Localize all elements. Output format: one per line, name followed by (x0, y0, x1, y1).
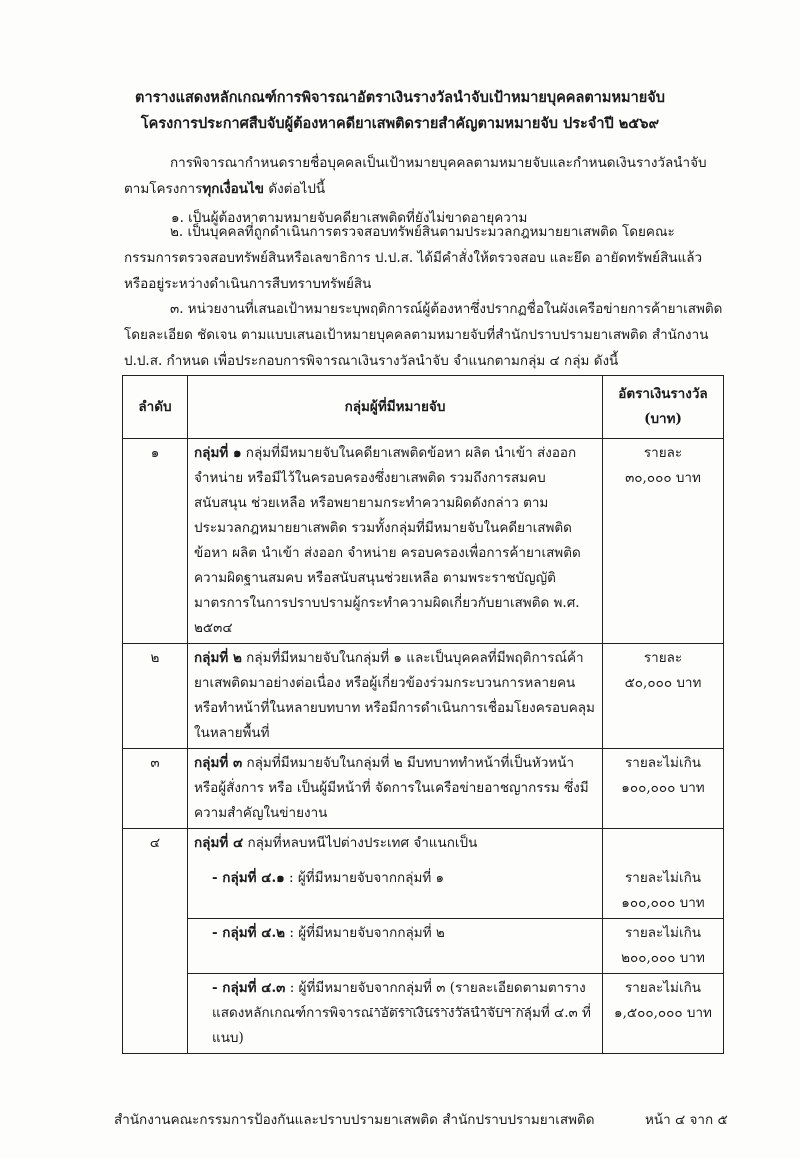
table-header-row (123, 376, 724, 439)
table-row (123, 974, 724, 1054)
subgroup-label: - กลุ่มที่ ๔.๒ (212, 925, 286, 941)
subgroup-desc: : ผู้ที่มีหมายจับจากกลุ่มที่ ๒ (285, 925, 445, 941)
row-description (188, 439, 603, 644)
header-rate: อัตราเงินรางวัล (บาท) (603, 376, 724, 439)
subgroup-label: - กลุ่มที่ ๔.๑ (212, 870, 285, 886)
rate-line2: ๑๐๐,๐๐๐ บาท (621, 895, 705, 911)
row-number: ๔ (123, 829, 188, 1054)
condition-2: ๒. เป็นบุคคลที่ถูกดำเนินการตรวจสอบทรัพย์สินตามประมวลกฎหมายยาเสพติด โดยคณะกรรมการตรวจสอบทรัพย์สินหรือเลขาธิการ ป.ป.ส. ได้มีคำสั่งให้ตรวจสอบ และยึด อายัดทรัพย์สินแล้ว หรืออยู่ระหว่างดำเนินการสืบทราบทรัพย์สิน (124, 224, 703, 292)
subgroup-desc: : ผู้ที่มีหมายจับจากกลุ่มที่ ๓ (รายละเอียดตามตารางแสดงหลักเกณฑ์การพิจารณาอัตราเงินรางวัลนำจับฯ กลุ่มที่ ๔.๓ ที่แนบ) (212, 980, 591, 1046)
row-description (188, 829, 603, 919)
document-title-line2: โครงการประกาศสืบจับผู้ต้องหาคดียาเสพติดรายสำคัญตามหมายจับ ประจำปี ๒๕๖๙ (140, 115, 660, 132)
intro-bold: ทุกเงื่อนไข (202, 181, 265, 197)
rate-line1: รายละไม่เกิน (625, 870, 701, 886)
table-row (123, 644, 724, 749)
intro-paragraph (124, 150, 724, 202)
rate-line2: ๑,๕๐๐,๐๐๐ บาท (614, 1005, 712, 1021)
rate-line2: ๒๐๐,๐๐๐ บาท (621, 950, 705, 966)
group-label: กลุ่มที่ ๓ (194, 755, 243, 771)
row-number: ๑ (123, 439, 188, 644)
row-rate (603, 974, 724, 1054)
table-row (123, 829, 724, 919)
row-rate (603, 644, 724, 749)
row-description (188, 749, 603, 829)
row-description (188, 919, 603, 974)
subgroup-4-2 (194, 921, 596, 946)
subgroup-4-3 (194, 976, 596, 1051)
intro-text: การพิจารณากำหนดรายชื่อบุคคลเป็นเป้าหมายบุคคลตามหมายจับและกำหนดเงินรางวัลนำจับตามโครงการ (124, 155, 707, 197)
rate-line1: รายละ (643, 650, 683, 666)
row-description (188, 974, 603, 1054)
rate-line1: รายละไม่เกิน (625, 925, 701, 941)
rate-line1: รายละ (643, 445, 683, 461)
table-row (123, 749, 724, 829)
document-title-line1: ตารางแสดงหลักเกณฑ์การพิจารณาอัตราเงินรางวัลนำจับเป้าหมายบุคคลตามหมายจับ (135, 89, 665, 106)
subgroup-4-1 (194, 866, 596, 891)
intro-tail: ดังต่อไปนี้ (264, 181, 326, 197)
header-order: ลำดับ (123, 376, 188, 439)
row-rate (603, 829, 724, 919)
group-desc: กลุ่มที่มีหมายจับในกลุ่มที่ ๑ และเป็นบุคคลที่มีพฤติการณ์ค้ายาเสพติดมาอย่างต่อเนื่อง หรือผู้เกี่ยวข้องร่วมกระบวนการหลายคน หรือทำหน้าที่ในหลายบทบาท หรือมีการดำเนินการเชื่อมโยงครอบคลุมในหลายพื้นที่ (194, 650, 595, 741)
row-rate (603, 749, 724, 829)
rate-line2: ๑๐๐,๐๐๐ บาท (621, 780, 705, 796)
subgroup-desc: : ผู้ที่มีหมายจับจากกลุ่มที่ ๑ (284, 870, 445, 886)
rate-line2: ๓๐,๐๐๐ บาท (625, 470, 701, 486)
rate-line1: รายละไม่เกิน (625, 755, 701, 771)
table-row (123, 919, 724, 974)
footer-organization: สำนักงานคณะกรรมการป้องกันและปราบปรามยาเสพติด สำนักปราบปรามยาเสพติด (114, 1112, 595, 1128)
row-rate (603, 919, 724, 974)
row-rate (603, 439, 724, 644)
group-desc: กลุ่มที่หลบหนีไปต่างประเทศ จำแนกเป็น (243, 835, 478, 851)
rate-line2: ๕๐,๐๐๐ บาท (624, 675, 702, 691)
header-group: กลุ่มผู้ที่มีหมายจับ (188, 376, 603, 439)
condition-3: ๓. หน่วยงานที่เสนอเป้าหมายระบุพฤติการณ์ผู้ต้องหาซึ่งปรากฏชื่อในผังเครือข่ายการค้ายาเสพติดโดยละเอียด ชัดเจน ตามแบบเสนอเป้าหมายบุคคลตามหมายจับที่สำนักปราบปรามยาเสพติด สำนักงาน ป.ป.ส. กำหนด เพื่อประกอบการพิจารณาเงินรางวัลนำจับ จำแนกตามกลุ่ม ๔ กลุ่ม ดังนี้ (124, 301, 723, 369)
group-desc: กลุ่มที่มีหมายจับในคดียาเสพติดข้อหา ผลิต นำเข้า ส่งออก จำหน่าย หรือมีไว้ในครอบครองซึ่งยาเสพติด รวมถึงการสมคบ สนับสนุน ช่วยเหลือ หรือพยายามกระทำความผิดดังกล่าว ตามประมวลกฎหมายยาเสพติด รวมทั้งกลุ่มที่มีหมายจับในคดียาเสพติดข้อหา ผลิต นำเข้า ส่งออก จำหน่าย ครอบครองเพื่อการค้ายาเสพติด ความผิดฐานสมคบ หรือสนับสนุนช่วยเหลือ ตามพระราชบัญญัติมาตรการในการปราบปรามผู้กระทำความผิดเกี่ยวกับยาเสพติด พ.ศ. ๒๕๓๔ (194, 445, 581, 636)
footer-page-number: หน้า ๔ จาก ๕ (645, 1112, 728, 1128)
separator-line (370, 1008, 530, 1009)
group-label: กลุ่มที่ ๑ (194, 445, 242, 461)
row-number: ๒ (123, 644, 188, 749)
condition-1: ๑. เป็นผู้ต้องหาตามหมายจับคดียาเสพติดที่ยังไม่ขาดอายุความ (171, 210, 528, 226)
group-label: กลุ่มที่ ๔ (194, 835, 244, 851)
rate-line1: รายละไม่เกิน (625, 980, 701, 996)
criteria-table (122, 375, 724, 1054)
group-label: กลุ่มที่ ๒ (194, 650, 242, 666)
table-row (123, 439, 724, 644)
subgroup-label: - กลุ่มที่ ๔.๓ (212, 980, 286, 996)
row-number: ๓ (123, 749, 188, 829)
row-description (188, 644, 603, 749)
group-desc: กลุ่มที่มีหมายจับในกลุ่มที่ ๒ มีบทบาททำหน้าที่เป็นหัวหน้า หรือผู้สั่งการ หรือ เป็นผู้มีหน้าที่ จัดการในเครือข่ายอาชญากรรม ซึ่งมีความสำคัญในข่ายงาน (194, 755, 589, 821)
